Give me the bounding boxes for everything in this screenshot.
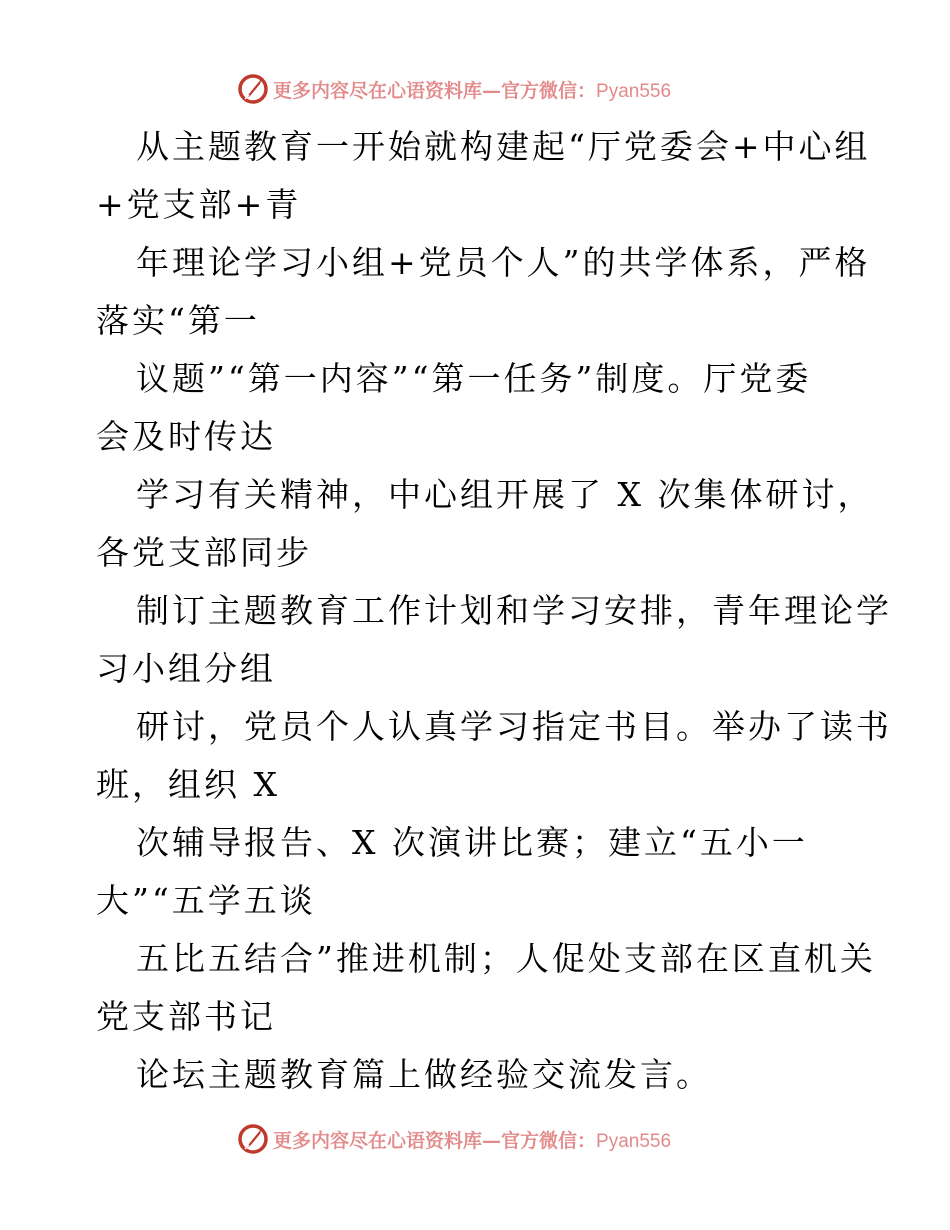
text-line: 各党支部同步 [96, 533, 312, 572]
text-line: 论坛主题教育篇上做经验交流发言。 [136, 1055, 712, 1094]
header-watermark [236, 72, 736, 106]
footer-watermark [236, 1122, 736, 1156]
text-line: 研讨，党员个人认真学习指定书目。举办了读书 [136, 707, 892, 746]
text-line: 大”“五学五谈 [96, 881, 316, 920]
quill-logo-icon [236, 72, 270, 106]
text-line: 五比五结合”推进机制；人促处支部在区直机关 [136, 939, 876, 978]
text-line: 制订主题教育工作计划和学习安排，青年理论学 [136, 591, 892, 630]
watermark-account: Pyan556 [596, 80, 672, 102]
text-line: +党支部+青 [96, 185, 302, 224]
text-line: 议题”“第一内容”“第一任务”制度。厅党委 [136, 359, 812, 398]
text-line: 从主题教育一开始就构建起“厅党委会+中心组 [136, 127, 871, 166]
text-line: 次辅导报告、X 次演讲比赛；建立“五小一 [136, 823, 808, 862]
text-line: 会及时传达 [96, 417, 276, 456]
text-line: 学习有关精神，中心组开展了 X 次集体研讨， [136, 475, 874, 514]
text-line: 党支部书记 [96, 997, 276, 1036]
watermark-text: 更多内容尽在心语资料库—官方微信： [273, 79, 597, 102]
text-line: 落实“第一 [96, 301, 260, 340]
text-line: 年理论学习小组+党员个人”的共学体系，严格 [136, 243, 871, 282]
watermark-text: 更多内容尽在心语资料库—官方微信： [273, 1129, 597, 1152]
quill-logo-icon [236, 1122, 270, 1156]
watermark-account: Pyan556 [596, 1130, 672, 1152]
text-line: 习小组分组 [96, 649, 276, 688]
text-line: 班，组织 X [96, 765, 280, 804]
